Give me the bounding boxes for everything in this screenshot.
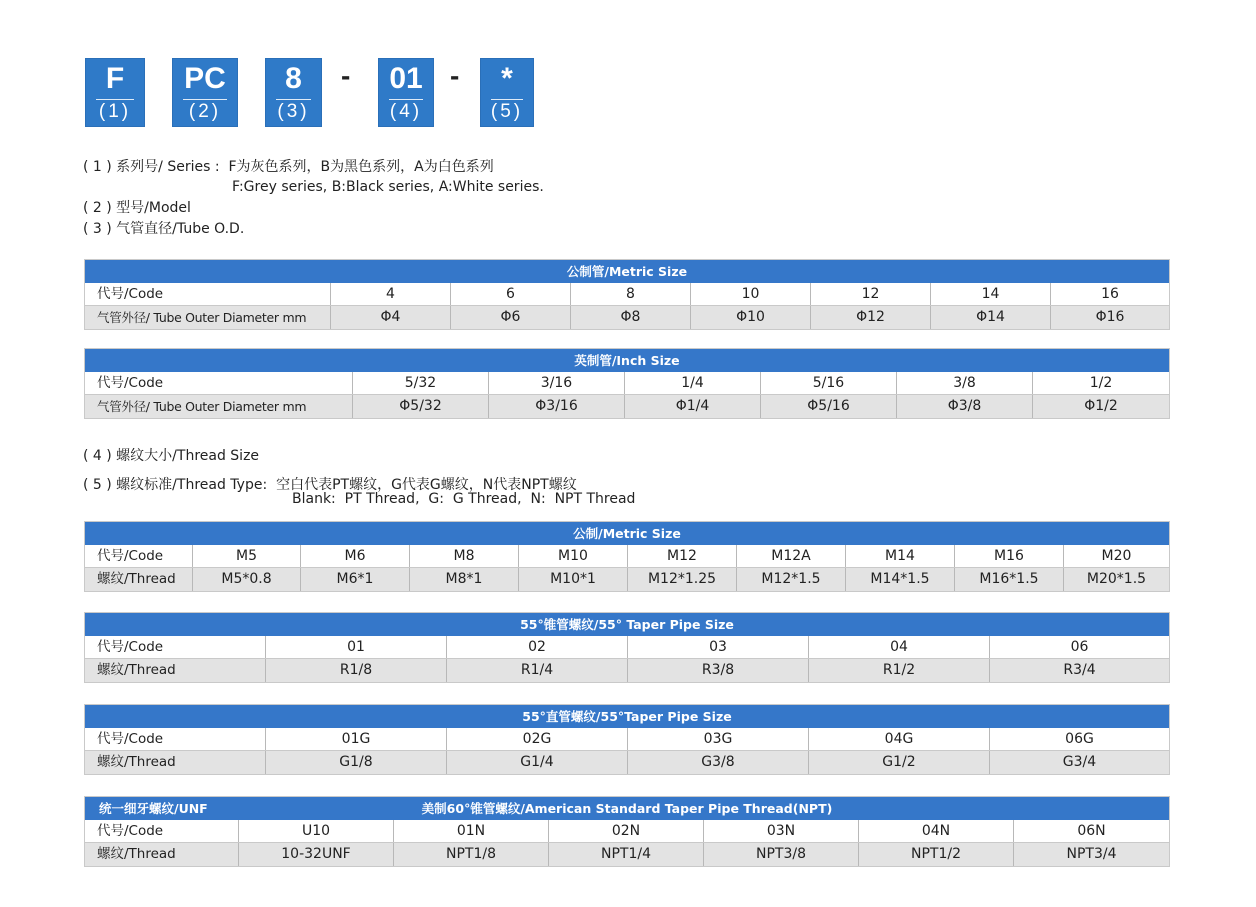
table-row-value	[85, 395, 1169, 418]
table-cell: 6	[451, 283, 571, 305]
row-label: 代号/Code	[85, 283, 331, 305]
table-straight-g	[84, 704, 1170, 775]
code-letter: 8	[285, 62, 302, 95]
table-cell: M20*1.5	[1086, 571, 1147, 587]
table-cell: Φ5/16	[761, 395, 897, 418]
code-letter: F	[105, 62, 125, 95]
table-cell: G3/8	[628, 751, 809, 774]
row-label: 代号/Code	[85, 820, 239, 842]
table-cell: Φ1/2	[1084, 398, 1118, 414]
table-cell: M12*1.5	[737, 568, 846, 591]
code-index: (1)	[98, 101, 132, 122]
table-cell: 06G	[1065, 731, 1094, 747]
table-header: 公制管/Metric Size	[85, 260, 1169, 283]
table-cell: Φ14	[931, 306, 1051, 329]
table-row-value	[85, 568, 1169, 591]
note-tube: ( 3 ) 气管直径/Tube O.D.	[83, 221, 245, 237]
table-cell: Φ4	[331, 306, 451, 329]
table-cell: 5/16	[761, 372, 897, 394]
table-row-code	[85, 636, 1169, 659]
row-label: 代号/Code	[85, 728, 266, 750]
code-box-thread-type	[480, 58, 534, 127]
table-header-npt: 美制60°锥管螺纹/American Standard Taper Pipe Thread(NPT)	[421, 801, 833, 816]
table-cell: M20	[1101, 548, 1132, 564]
table-cell: M6	[301, 545, 410, 567]
row-label: 气管外径/ Tube Outer Diameter mm	[85, 395, 353, 418]
table-cell: M10	[519, 545, 628, 567]
table-cell: 1/2	[1089, 375, 1113, 391]
table-header: 英制管/Inch Size	[85, 349, 1169, 372]
table-cell: M12A	[737, 545, 846, 567]
table-cell: Φ3/8	[897, 395, 1033, 418]
table-cell: G1/2	[809, 751, 990, 774]
table-cell: Φ5/32	[353, 395, 489, 418]
table-cell: 02	[447, 636, 628, 658]
row-label: 螺纹/Thread	[85, 568, 193, 591]
table-cell: 02G	[447, 728, 628, 750]
table-cell: 01	[266, 636, 447, 658]
table-cell: 10-32UNF	[239, 843, 394, 866]
code-index: (4)	[389, 101, 423, 122]
row-label: 气管外径/ Tube Outer Diameter mm	[85, 306, 331, 329]
table-row-code	[85, 545, 1169, 568]
table-row-code	[85, 283, 1169, 306]
table-cell: 14	[931, 283, 1051, 305]
table-cell: 8	[571, 283, 691, 305]
table-cell: Φ10	[691, 306, 811, 329]
table-cell: M16*1.5	[955, 568, 1064, 591]
table-cell: M10*1	[519, 568, 628, 591]
table-cell: 1/4	[625, 372, 761, 394]
table-cell: U10	[239, 820, 394, 842]
divider	[389, 99, 423, 100]
table-cell: 16	[1101, 286, 1119, 302]
row-label: 代号/Code	[85, 545, 193, 567]
table-cell: G1/8	[266, 751, 447, 774]
code-box-thread-size	[378, 58, 434, 127]
table-cell: 3/16	[489, 372, 625, 394]
table-cell: M5	[193, 545, 301, 567]
row-label: 螺纹/Thread	[85, 843, 239, 866]
table-cell: M14	[846, 545, 955, 567]
table-cell: 12	[811, 283, 931, 305]
table-row-value	[85, 843, 1169, 866]
table-row-value	[85, 751, 1169, 774]
table-cell: 4	[331, 283, 451, 305]
table-cell: 03	[628, 636, 809, 658]
table-header: 55°直管螺纹/55°Taper Pipe Size	[85, 705, 1169, 728]
code-letter: PC	[184, 62, 226, 95]
table-cell: 03G	[628, 728, 809, 750]
divider	[96, 99, 134, 100]
table-cell: Φ8	[571, 306, 691, 329]
table-cell: M14*1.5	[846, 568, 955, 591]
table-row-value	[85, 659, 1169, 682]
table-cell: 03N	[704, 820, 859, 842]
table-cell: M16	[955, 545, 1064, 567]
table-row-code	[85, 372, 1169, 395]
table-cell: 04	[809, 636, 990, 658]
table-header: 55°锥管螺纹/55° Taper Pipe Size	[85, 613, 1169, 636]
code-index: (3)	[277, 101, 310, 122]
table-unf-npt	[84, 796, 1170, 867]
code-index: (5)	[490, 101, 524, 122]
dash-separator: -	[450, 60, 460, 91]
table-cell: 5/32	[353, 372, 489, 394]
table-cell: 04N	[859, 820, 1014, 842]
code-index: (2)	[188, 101, 222, 122]
table-metric-thread	[84, 521, 1170, 592]
note-series: ( 1 ) 系列号/ Series : F为灰色系列，B为黑色系列，A为白色系列	[83, 159, 494, 175]
table-cell: NPT1/2	[859, 843, 1014, 866]
table-cell: NPT1/4	[549, 843, 704, 866]
table-inch-tube	[84, 348, 1170, 419]
note-series-en: F:Grey series, B:Black series, A:White series.	[232, 179, 544, 195]
divider	[183, 99, 227, 100]
row-label: 代号/Code	[85, 636, 266, 658]
table-cell: Φ6	[451, 306, 571, 329]
note-model: ( 2 ) 型号/Model	[83, 200, 191, 216]
table-cell: Φ1/4	[625, 395, 761, 418]
table-header	[85, 797, 1169, 820]
code-letter: *	[501, 62, 513, 95]
table-cell: 02N	[549, 820, 704, 842]
table-cell: R1/8	[266, 659, 447, 682]
table-cell: Φ16	[1095, 309, 1125, 325]
table-row-code	[85, 728, 1169, 751]
table-cell: R3/8	[628, 659, 809, 682]
code-box-model	[172, 58, 238, 127]
table-cell: R1/4	[447, 659, 628, 682]
table-cell: 06N	[1077, 823, 1106, 839]
table-row-value	[85, 306, 1169, 329]
table-cell: Φ12	[811, 306, 931, 329]
row-label: 螺纹/Thread	[85, 659, 266, 682]
table-cell: M12*1.25	[628, 568, 737, 591]
note-thread-type-en: Blank: PT Thread, G: G Thread, N: NPT Thread	[292, 491, 636, 507]
table-header: 公制/Metric Size	[85, 522, 1169, 545]
table-cell: G1/4	[447, 751, 628, 774]
code-box-series	[85, 58, 145, 127]
note-thread-type: ( 5 ) 螺纹标准/Thread Type: 空白代表PT螺纹，G代表G螺纹，N代表NPT螺纹	[83, 477, 577, 493]
table-taper-r	[84, 612, 1170, 683]
table-cell: 01N	[394, 820, 549, 842]
table-cell: 01G	[266, 728, 447, 750]
table-cell: G3/4	[1062, 754, 1097, 770]
row-label: 代号/Code	[85, 372, 353, 394]
table-cell: 10	[691, 283, 811, 305]
table-cell: NPT1/8	[394, 843, 549, 866]
note-thread-size: ( 4 ) 螺纹大小/Thread Size	[83, 448, 260, 464]
table-cell: M8	[410, 545, 519, 567]
table-header-unf: 统一细牙螺纹/UNF	[99, 801, 208, 816]
table-metric-tube	[84, 259, 1170, 330]
table-cell: M5*0.8	[193, 568, 301, 591]
table-cell: NPT3/4	[1066, 846, 1117, 862]
dash-separator: -	[341, 60, 351, 91]
table-row-code	[85, 820, 1169, 843]
table-cell: Φ3/16	[489, 395, 625, 418]
table-cell: 04G	[809, 728, 990, 750]
table-cell: 3/8	[897, 372, 1033, 394]
code-letter: 01	[389, 62, 423, 95]
table-cell: M8*1	[410, 568, 519, 591]
row-label: 螺纹/Thread	[85, 751, 266, 774]
table-cell: R3/4	[1063, 662, 1096, 678]
table-cell: R1/2	[809, 659, 990, 682]
table-cell: M6*1	[301, 568, 410, 591]
table-cell: NPT3/8	[704, 843, 859, 866]
table-cell: M12	[628, 545, 737, 567]
divider	[276, 99, 311, 100]
code-box-tube	[265, 58, 322, 127]
divider	[491, 99, 523, 100]
table-cell: 06	[1070, 639, 1089, 655]
